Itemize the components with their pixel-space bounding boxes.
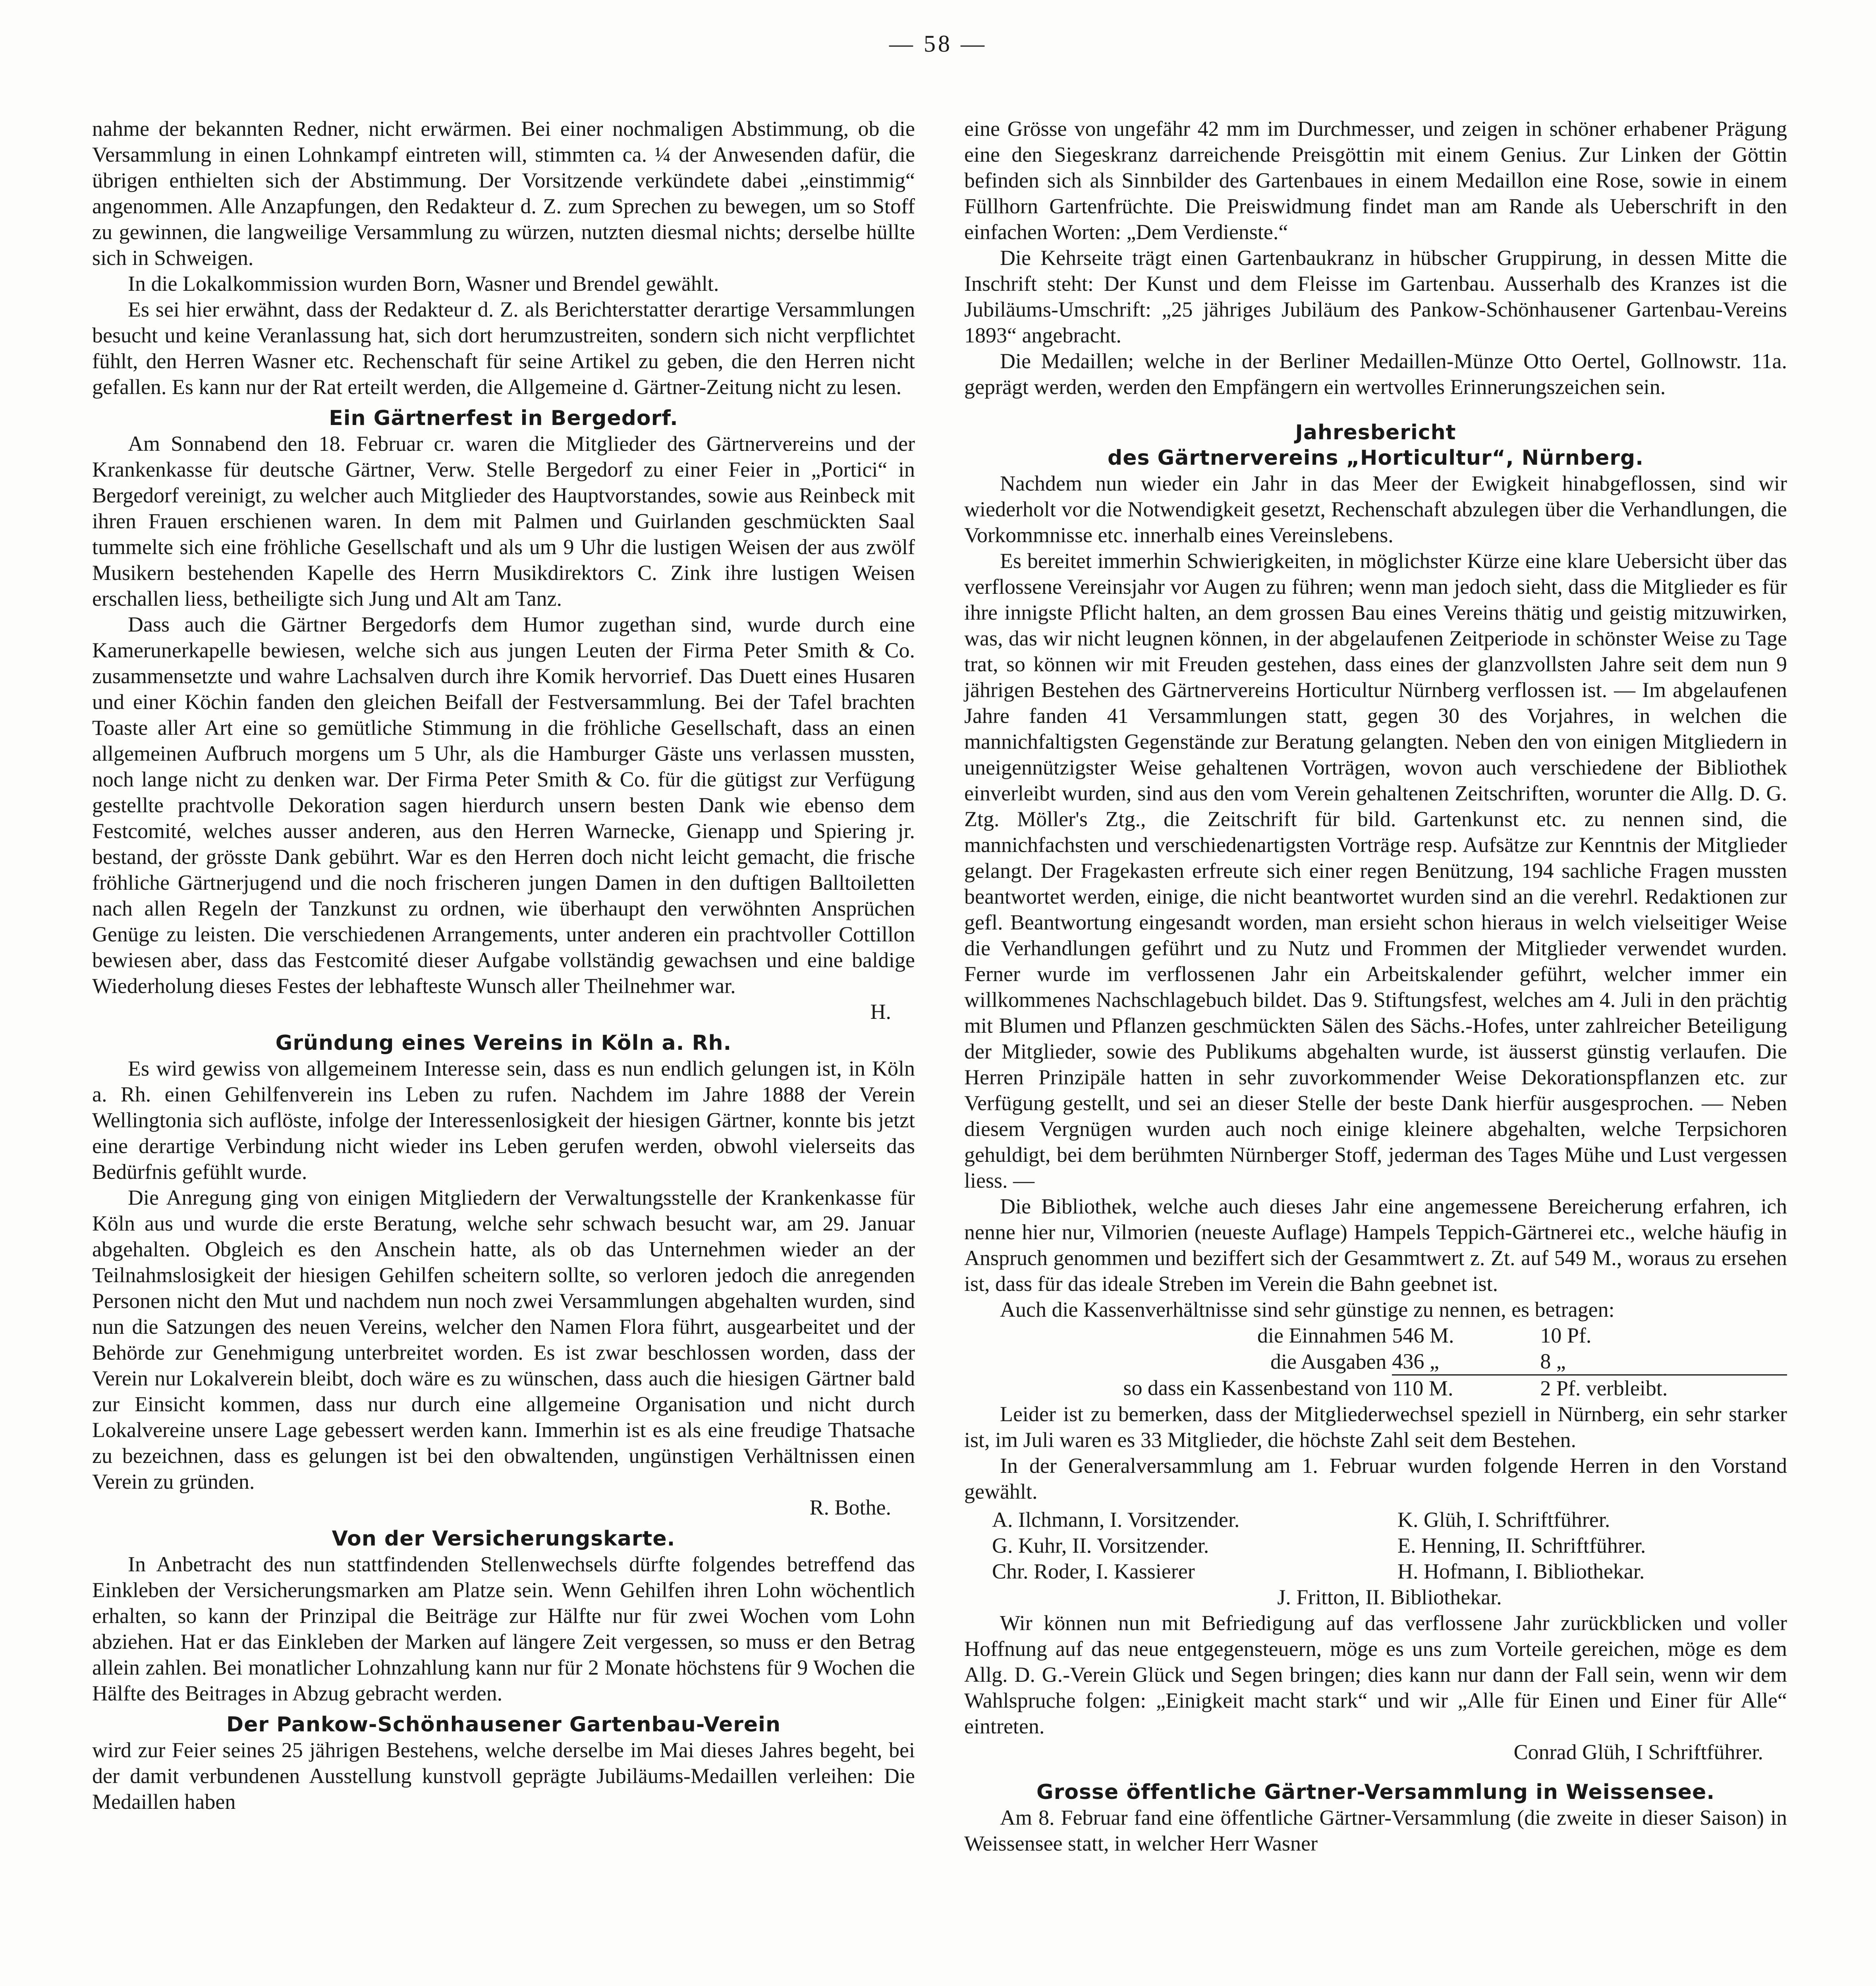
paragraph: In die Lokalkommission wurden Born, Wasner und Brendel gewählt.: [128, 272, 719, 296]
paragraph: In der Generalversammlung am 1. Februar wurden folgende Herren in den Vorstand gewählt.: [964, 1454, 1787, 1503]
ledger-row: [964, 1348, 1787, 1375]
ledger-pf: 10 Pf.: [1540, 1323, 1592, 1347]
paragraph: Die Kehrseite trägt einen Gartenbaukranz in hübscher Gruppirung, in dessen Mitte die Inschrift steht: Der Kunst und dem Fleisse im Gartenbau. Ausserhalb des Kranzes ist die Jubiläums-Umschrift: „25 jähriges Jubiläum des Pankow-Schönhausener Gartenbau-Vereins 1893“ angebracht.: [964, 246, 1787, 347]
paragraph: Auch die Kassenverhältnisse sind sehr günstige zu nennen, es betragen:: [1000, 1298, 1615, 1321]
board-member: E. Henning, II. Schriftführer.: [1397, 1534, 1646, 1557]
paragraph: Es wird gewiss von allgemeinem Interesse sein, dass es nun endlich gelungen ist, in Köln a. Rh. einen Gehilfenverein ins Leben zu rufen. Nachdem im Jahre 1888 der Verein Wellingtonia sich auflöste, infolge der Interessenlosigkeit der hiesigen Gärtner, konnte bis jetzt eine derartige Verbindung nicht wieder ins Leben gerufen werden, obwohl vielerseits das Bedürfnis gefühlt wurde.: [92, 1057, 915, 1184]
heading-line: des Gärtnervereins „Horticultur“, Nürnberg.: [1107, 446, 1644, 470]
paragraph: Wir können nun mit Befriedigung auf das verflossene Jahr zurückblicken und voller Hoffnung auf das neue entgegensteuern, möge es uns zum Vorteile gereichen, möge es dem Allg. D. G.-Verein Glück und Segen bringen; dies kann nur dann der Fall sein, wenn wir dem Wahlspruche folgen: „Einigkeit macht stark“ und wir „Alle für Einen und Einer für Alle“ eintreten.: [964, 1611, 1787, 1738]
ledger-mark: 110 M.: [1392, 1376, 1453, 1400]
ledger-row: [964, 1323, 1787, 1348]
board-member: K. Glüh, I. Schriftführer.: [1397, 1508, 1610, 1532]
board-member: A. Ilchmann, I. Vorsitzender.: [992, 1508, 1240, 1532]
ledger-label: die Ausgaben: [1270, 1349, 1387, 1374]
paragraph: Leider ist zu bemerken, dass der Mitgliederwechsel speziell in Nürnberg, ein sehr starker ist, im Juli waren es 33 Mitglieder, die höchste Zahl seit dem Bestehen.: [964, 1402, 1787, 1452]
left-column: [92, 116, 915, 1815]
article-heading-weissensee: Grosse öffentliche Gärtner-Versammlung in Weissensee.: [1036, 1780, 1715, 1804]
author-signature: R. Bothe.: [809, 1495, 891, 1519]
paragraph: Es sei hier erwähnt, dass der Redakteur d. Z. als Berichterstatter derartige Versammlungen besucht und keine Veranlassung hat, sich dort herumzustreiten, sondern sich nicht verpflichtet fühlt, den Herren Wasner etc. Rechenschaft für seine Artikel zu geben, die den Herren nicht gefallen. Es kann nur der Rat erteilt werden, die Allgemeine d. Gärtner-Zeitung nicht zu lesen.: [92, 298, 915, 399]
heading-line: Jahresbericht: [1295, 421, 1456, 444]
board-member: H. Hofmann, I. Bibliothekar.: [1397, 1559, 1645, 1583]
article-heading-pankow: Der Pankow-Schönhausener Gartenbau-Verein: [226, 1713, 781, 1737]
right-column: [964, 116, 1787, 1857]
board-member: Chr. Roder, I. Kassierer: [992, 1559, 1195, 1583]
paragraph: Es bereitet immerhin Schwierigkeiten, in möglichster Kürze eine klare Uebersicht über das verflossene Vereinsjahr vor Augen zu führen; wenn man jedoch sieht, dass die Mitglieder es für ihre innigste Pflicht halten, an dem grossen Bau eines Vereins thätig und geistig mitzuwirken, was, das wir nicht leugnen können, in der abgelaufenen Zeitperiode in schönster Weise zu Tage trat, so können wir mit Freuden gestehen, dass eines der glanzvollsten Jahre seit dem nun 9 jährigen Bestehen des Gärtnervereins Horticultur Nürnberg verflossen ist. — Im abgelaufenen Jahre fanden 41 Versammlungen statt, gegen 30 des Vorjahres, in welchen die mannichfaltigsten Gegenstände zur Beratung gelangten. Neben den von einigen Mitgliedern in uneigennützigster Weise gehaltenen Vorträgen, wovon auch verschiedene der Bibliothek einverleibt wurden, sind aus den vom Verein gehaltenen Zeitschriften, worunter die Allg. D. G. Ztg. Möller's Ztg., die Zeitschrift für bild. Gartenkunst etc. zu nennen sind, die mannichfachsten und verschiedenartigsten Vorträge resp. Aufsätze zur Kenntnis der Mitglieder gelangt. Der Fragekasten erfreute sich einer regen Benützung, 194 sachliche Fragen mussten beantwortet werden, einige, die nicht beantwortet wurden sind an die verehrl. Redaktionen zur gefl. Beantwortung eingesandt worden, man ersieht schon hieraus in welch vielseitiger Weise die Verhandlungen geführt und zu Nutz und Frommen der Mitglieder verwendet wurden. Ferner wurde im verflossenen Jahr ein Arbeitskalender geführt, welcher immer ein willkommenes Nachschlagebuch bildet. Das 9. Stiftungsfest, welches am 4. Juli in den prächtig mit Blumen und Pflanzen geschmückten Sälen des Sächs.-Hofes, unter zahlreicher Beteiligung der Mitglieder, sowie des Publikums abgehalten wurde, ist äusserst günstig verlaufen. Die Herren Prinzipäle hatten in sehr zuvorkommender Weise Dekorationspflanzen etc. zur Verfügung gestellt, und sei an dieser Stelle der beste Dank hierfür ausgesprochen. — Neben diesem Vergnügen wurden auch noch einige kleinere abgehalten, welche Terpsichoren gehuldigt, bei dem berühmten Nürnberger Stoff, jederman des Tages Mühe und Lust vergessen liess. —: [964, 549, 1787, 1192]
ledger-label: die Einnahmen: [1257, 1323, 1387, 1347]
board-members-list: [992, 1507, 1787, 1610]
paragraph: wird zur Feier seines 25 jährigen Bestehens, welche derselbe im Mai dieses Jahres begeht, bei der damit verbundenen Ausstellung kunstvoll geprägte Jubiläums-Medaillen verleihen: Die Medaillen haben: [92, 1738, 915, 1814]
article-heading-bergedorf: Ein Gärtnerfest in Bergedorf.: [329, 406, 678, 430]
paragraph: Am Sonnabend den 18. Februar cr. waren die Mitglieder des Gärtnervereins und der Krankenkasse für deutsche Gärtner, Verw. Stelle Bergedorf zu einer Feier in „Portici“ in Bergedorf vereinigt, zu welcher auch Mitglieder des Hauptvorstandes, sowie aus Reinbeck mit ihren Frauen erschienen waren. In dem mit Palmen und Guirlanden geschmückten Saal tummelte sich eine fröhliche Gesellschaft und als um 9 Uhr die lustigen Weisen der aus zwölf Musikern bestehenden Kapelle des Herrn Musikdirektors C. Zink ihre lustigen Weisen erschallen liess, betheiligte sich Jung und Alt am Tanz.: [92, 432, 915, 610]
board-member: J. Fritton, II. Bibliothekar.: [1277, 1585, 1502, 1609]
page-number: — 58 —: [889, 31, 987, 57]
ledger-pf: 8 „: [1540, 1348, 1787, 1375]
paragraph: Am 8. Februar fand eine öffentliche Gärtner-Versammlung (die zweite in dieser Saison) in Weissensee statt, in welcher Herr Wasner: [964, 1806, 1787, 1855]
article-heading-jahresbericht: [964, 420, 1787, 471]
paragraph: Die Anregung ging von einigen Mitgliedern der Verwaltungsstelle der Krankenkasse für Köln aus und wurde die erste Beratung, welche sehr schwach besucht war, am 29. Januar abgehalten. Obgleich es den Anschein hatte, als ob das Unternehmen wieder an der Teilnahmslosigkeit der hiesigen Gehilfen scheitern sollte, so verloren jedoch die anregenden Personen nicht den Mut und nachdem nun noch zwei Versammlungen abgehalten wurden, sind nun die Satzungen des neuen Vereins, welcher den Namen Flora führt, ausgearbeitet und der Behörde zur Genehmigung unterbreitet worden. Es ist zwar beschlossen worden, dass der Verein nur Lokalverein bleibt, doch wäre es zu wünschen, dass auch die hiesigen Gärtner bald zur Einsicht kommen, dass nur durch eine allgemeine Organisation und nicht durch Lokalvereine unsere Lage gebessert werden kann. Immerhin ist es als eine freudige Thatsache zu bezeichnen, dass es gelungen ist bei den obwaltenden, ungünstigen Verhältnissen einen Verein zu gründen.: [92, 1186, 915, 1493]
author-signature: Conrad Glüh, I Schriftführer.: [1513, 1740, 1763, 1764]
paragraph: eine Grösse von ungefähr 42 mm im Durchmesser, und zeigen in schöner erhabener Prägung eine den Siegeskranz darreichende Preisgöttin mit einem Genius. Zur Linken der Göttin befinden sich als Sinnbilder des Gartenbaues in einem Medaillon eine Rose, sowie in einem Füllhorn Gartenfrüchte. Die Preiswidmung findet man am Rande als Ueberschrift in den einfachen Worten: „Dem Verdienste.“: [964, 117, 1787, 244]
paragraph: Dass auch die Gärtner Bergedorfs dem Humor zugethan sind, wurde durch eine Kamerunerkapelle bewiesen, welche sich aus jungen Leuten der Firma Peter Smith & Co. zusammensetzte und wahre Lachsalven durch ihre Komik hervorrief. Das Duett eines Husaren und einer Köchin fanden den gleichen Beifall der Festversammlung. Bei der Tafel brachten Toaste aller Art eine so gemütliche Stimmung in die fröhliche Gesellschaft, dass an einen allgemeinen Aufbruch morgens um 5 Uhr, als die Hamburger Gäste uns verlassen mussten, noch lange nicht zu denken war. Der Firma Peter Smith & Co. für die gütigst zur Verfügung gestellte prachtvolle Dekoration sagen hierdurch unsern besten Dank wie ebenso dem Festcomité, welches ausser anderen, aus den Herren Warnecke, Gienapp und Spiering jr. bestand, der grösste Dank gebührt. War es den Herren doch nicht leicht gemacht, die frische fröhliche Gärtnerjugend und die noch frischeren jungen Damen in den duftigen Balltoiletten nach allen Regeln der Tanzkunst zu ordnen, wie überhaupt den verwöhnten Ansprüchen Genüge zu leisten. Die verschiedenen Arrangements, unter anderen ein prachtvoller Cottillon bewiesen aber, dass das Festcomité dieser Aufgabe vollständig gewachsen und eine baldige Wiederholung dieses Festes der lebhafteste Wunsch aller Theilnehmer war.: [92, 612, 915, 998]
paragraph: Die Bibliothek, welche auch dieses Jahr eine angemessene Bereicherung erfahren, ich nenne hier nur, Vilmorien (neueste Auflage) Hampels Teppich-Gärtnerei etc., welche häufig in Anspruch genommen und beziffert sich der Gesammtwert z. Zt. auf 549 M., woraus zu ersehen ist, dass für das ideale Streben im Verein die Bahn geebnet ist.: [964, 1194, 1787, 1296]
board-member: G. Kuhr, II. Vorsitzender.: [992, 1534, 1209, 1557]
article-heading-koeln: Gründung eines Vereins in Köln a. Rh.: [275, 1031, 732, 1055]
author-signature: H.: [870, 1000, 891, 1024]
ledger-pf: 2 Pf. verbleibt.: [1540, 1376, 1668, 1400]
paragraph: Nachdem nun wieder ein Jahr in das Meer der Ewigkeit hinabgeflossen, sind wir wiederholt vor die Notwendigkeit gesetzt, Rechenschaft abzulegen über die Verhandlungen, die Vorkommnisse etc. innerhalb eines Vereinslebens.: [964, 471, 1787, 547]
ledger-label: so dass ein Kassenbestand von: [1123, 1376, 1387, 1400]
paragraph: In Anbetracht des nun stattfindenden Stellenwechsels dürfte folgendes betreffend das Einkleben der Versicherungsmarken am Platze sein. Wenn Gehilfen ihren Lohn wöchentlich erhalten, so kann der Prinzipal die Beiträge zur Hälfte nur für zwei Wochen vom Lohn abziehen. Hat er das Einkleben der Marken auf längere Zeit vergessen, so muss er den Betrag allein zahlen. Bei monatlicher Lohnzahlung kann nur für 2 Monate höchstens für 9 Wochen die Hälfte des Beitrages in Abzug gebracht werden.: [92, 1552, 915, 1705]
paragraph: Die Medaillen; welche in der Berliner Medaillen-Münze Otto Oertel, Gollnowstr. 11a. geprägt werden, werden den Empfängern ein wertvolles Erinnerungszeichen sein.: [964, 349, 1787, 399]
paragraph: nahme der bekannten Redner, nicht erwärmen. Bei einer nochmaligen Abstimmung, ob die Versammlung in einen Lohnkampf eintreten will, stimmten ca. ¼ der Anwesenden dafür, die übrigen enthielten sich der Abstimmung. Der Vorsitzende verkündete dabei „einstimmig“ angenommen. Alle Anzapfungen, den Redakteur d. Z. zum Sprechen zu bewegen, um so Stoff zu gewinnen, die langweilige Versammlung zu würzen, nutzten diesmal nichts; derselbe hüllte sich in Schweigen.: [92, 117, 915, 270]
ledger-row: [964, 1375, 1787, 1402]
ledger-mark: 436 „: [1392, 1348, 1540, 1375]
ledger-mark: 546 M.: [1392, 1323, 1454, 1347]
cash-ledger: [964, 1323, 1787, 1401]
article-heading-versicherungskarte: Von der Versicherungskarte.: [332, 1527, 676, 1551]
